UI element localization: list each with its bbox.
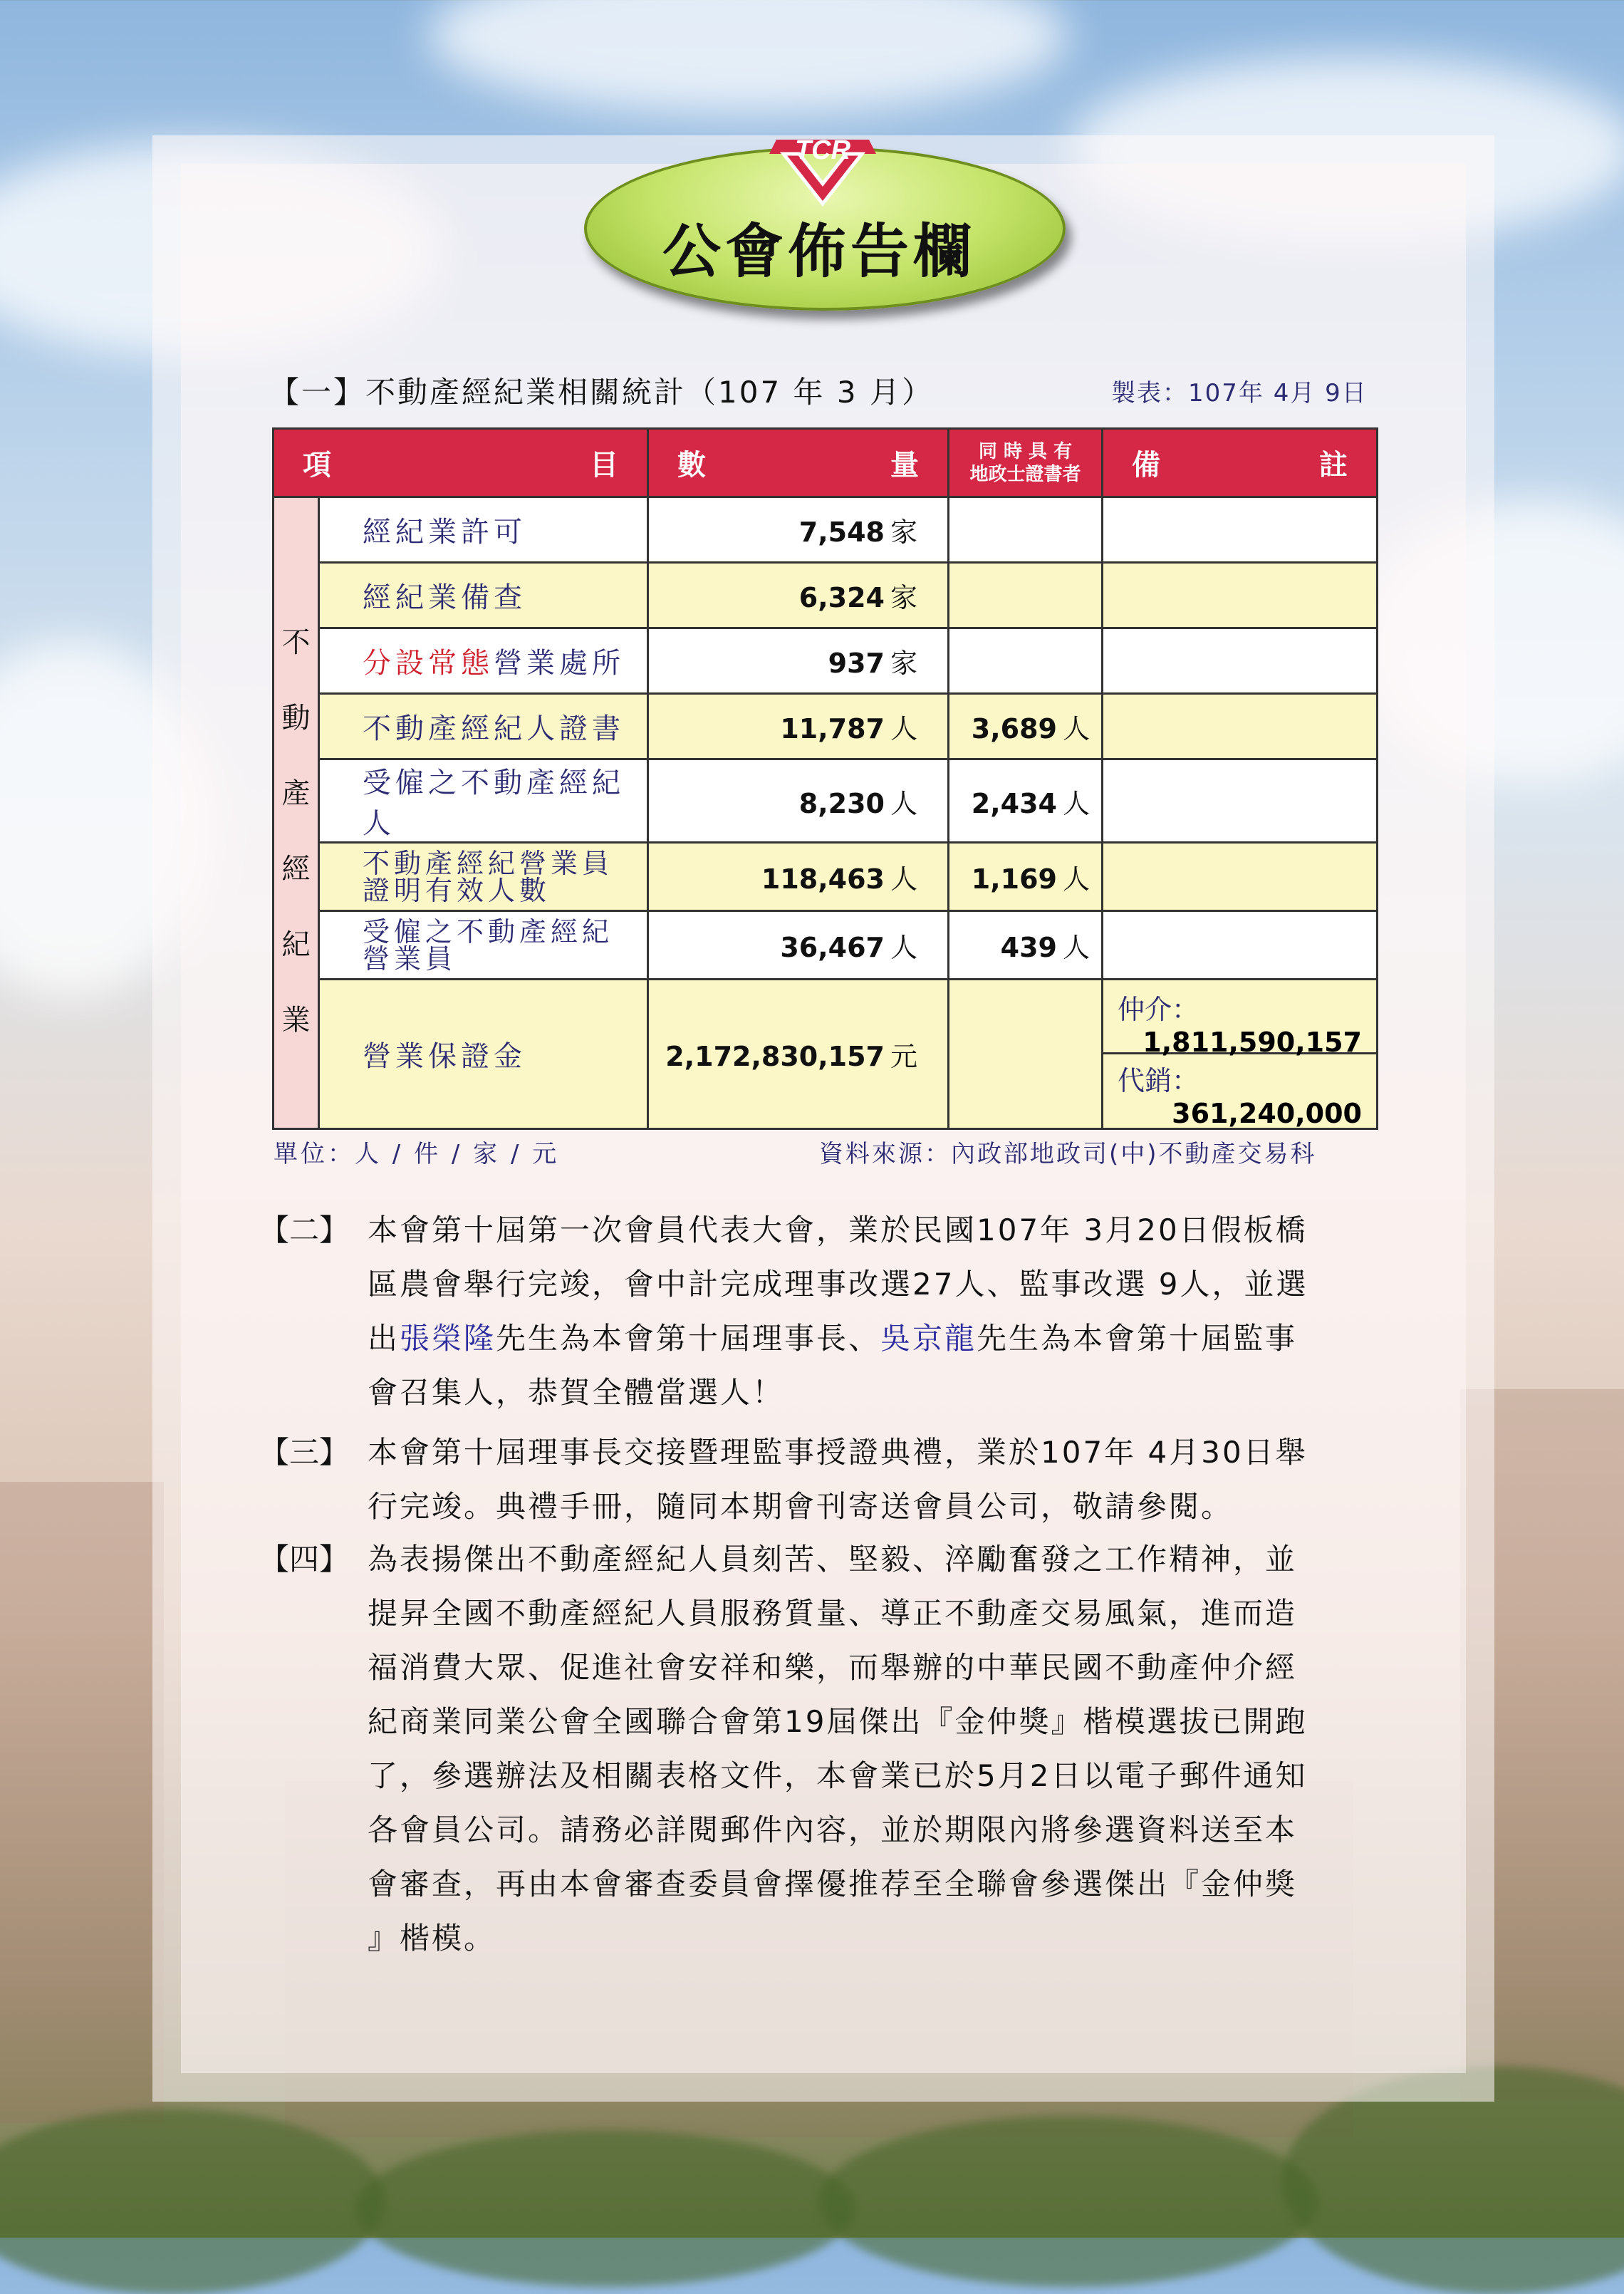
row-cert (949, 628, 1103, 694)
section2-bracket: 【二】 (259, 1213, 350, 1247)
section4-line: 』楷模。 (368, 1921, 496, 1956)
section4-line: 提昇全國不動產經紀人員服務質量、導正不動產交易風氣，進而造 (368, 1596, 1298, 1631)
logo-text: TCR (794, 135, 851, 165)
section3-line: 本會第十屆理事長交接暨理監事授證典禮，業於107年 4月30日舉 (368, 1435, 1308, 1470)
row-label: 分設常態營業處所 (319, 628, 648, 694)
row-note (1103, 911, 1378, 980)
row-qty: 7,548 家 (648, 497, 949, 563)
remark-brokerage: 仲介： 1,811,590,157 (1103, 983, 1376, 1054)
section4-line: 為表揚傑出不動產經紀人員刻苦、堅毅、淬勵奮發之工作精神，並 (368, 1542, 1298, 1577)
table-row (274, 563, 1378, 628)
row-note (1103, 628, 1378, 694)
row-label: 受僱之不動產經紀人 (319, 759, 648, 843)
row-note (1103, 980, 1378, 1129)
row-cert (949, 497, 1103, 563)
table-row (274, 911, 1378, 980)
section2-line: 出張榮隆先生為本會第十屆理事長、吳京龍先生為本會第十屆監事 (368, 1321, 1298, 1356)
row-note (1103, 563, 1378, 628)
row-note (1103, 497, 1378, 563)
row-cert: 2,434 人 (949, 759, 1103, 843)
row-qty: 118,463 人 (648, 843, 949, 911)
table-row (274, 497, 1378, 563)
row-note (1103, 759, 1378, 843)
section2-line: 區農會舉行完竣，會中計完成理事改選27人、監事改選 9人，並選 (368, 1267, 1308, 1302)
row-note (1103, 843, 1378, 911)
header-item: 項 目 (274, 429, 648, 497)
row-cert: 1,169 人 (949, 843, 1103, 911)
house-decoration (0, 1482, 164, 2123)
section4-line: 會審查，再由本會審查委員會擇優推荐至全聯會參選傑出『金仲獎 (368, 1867, 1298, 1901)
row-qty: 36,467 人 (648, 911, 949, 980)
unit-note: 單位：人 / 件 / 家 / 元 (274, 1140, 560, 1168)
section3-line: 行完竣。典禮手冊，隨同本期會刊寄送會員公司，敬請參閱。 (368, 1489, 1234, 1524)
table-row (274, 759, 1378, 843)
table-row (274, 843, 1378, 911)
table-row (274, 628, 1378, 694)
row-label: 經紀業備查 (319, 563, 648, 628)
row-label: 營業保證金 (319, 980, 648, 1129)
row-cert (949, 563, 1103, 628)
row-note (1103, 694, 1378, 759)
section4-line: 各會員公司。請務必詳閱郵件內容，並於期限內將參選資料送至本 (368, 1812, 1298, 1847)
section1-title: 【一】不動產經紀業相關統計（107 年 3 月） (269, 375, 934, 410)
source-note: 資料來源：內政部地政司(中)不動產交易科 (819, 1140, 1317, 1168)
row-label: 受僱之不動產經紀 營業員 (319, 911, 648, 980)
header-cert: 同 時 具 有 地政士證書者 (949, 429, 1103, 497)
section4-line: 了，參選辦法及相關表格文件，本會業已於5月2日以電子郵件通知 (368, 1758, 1308, 1793)
row-qty: 2,172,830,157 元 (648, 980, 949, 1129)
row-qty: 8,230 人 (648, 759, 949, 843)
row-qty: 6,324 家 (648, 563, 949, 628)
row-qty: 11,787 人 (648, 694, 949, 759)
statistics-table (272, 427, 1378, 1130)
section4-bracket: 【四】 (259, 1542, 350, 1577)
table-row (274, 694, 1378, 759)
table-row (274, 980, 1378, 1129)
board-title: 公會佈告欄 (662, 218, 976, 286)
section2-line: 會召集人，恭賀全體當選人！ (368, 1375, 785, 1410)
shrub-decoration (819, 2116, 1318, 2287)
chairman-name: 張榮隆 (400, 1321, 496, 1356)
row-cert: 439 人 (949, 911, 1103, 980)
group-label: 不 動 產 經 紀 業 (274, 497, 319, 1129)
row-qty: 937 家 (648, 628, 949, 694)
row-label: 經紀業許可 (319, 497, 648, 563)
row-label: 不動產經紀營業員 證明有效人數 (319, 843, 648, 911)
convener-name: 吳京龍 (880, 1321, 977, 1356)
section4-line: 紀商業同業公會全國聯合會第19屆傑出『金仲獎』楷模選拔已開跑 (368, 1704, 1308, 1739)
section2-line: 本會第十屆第一次會員代表大會，業於民國107年 3月20日假板橋 (368, 1213, 1308, 1247)
header-qty: 數 量 (648, 429, 949, 497)
remark-agency: 代銷： 361,240,000 (1118, 1064, 1362, 1129)
table-header-row (274, 429, 1378, 497)
row-cert (949, 980, 1103, 1129)
shrub-decoration (356, 2130, 855, 2287)
section3-bracket: 【三】 (259, 1435, 350, 1470)
header-note: 備 註 (1103, 429, 1378, 497)
cloud-decoration (427, 0, 1068, 114)
section4-line: 福消費大眾、促進社會安祥和樂，而舉辦的中華民國不動產仲介經 (368, 1650, 1298, 1685)
row-cert: 3,689 人 (949, 694, 1103, 759)
row-label: 不動產經紀人證書 (319, 694, 648, 759)
made-date: 製表：107年 4月 9日 (1111, 379, 1368, 408)
